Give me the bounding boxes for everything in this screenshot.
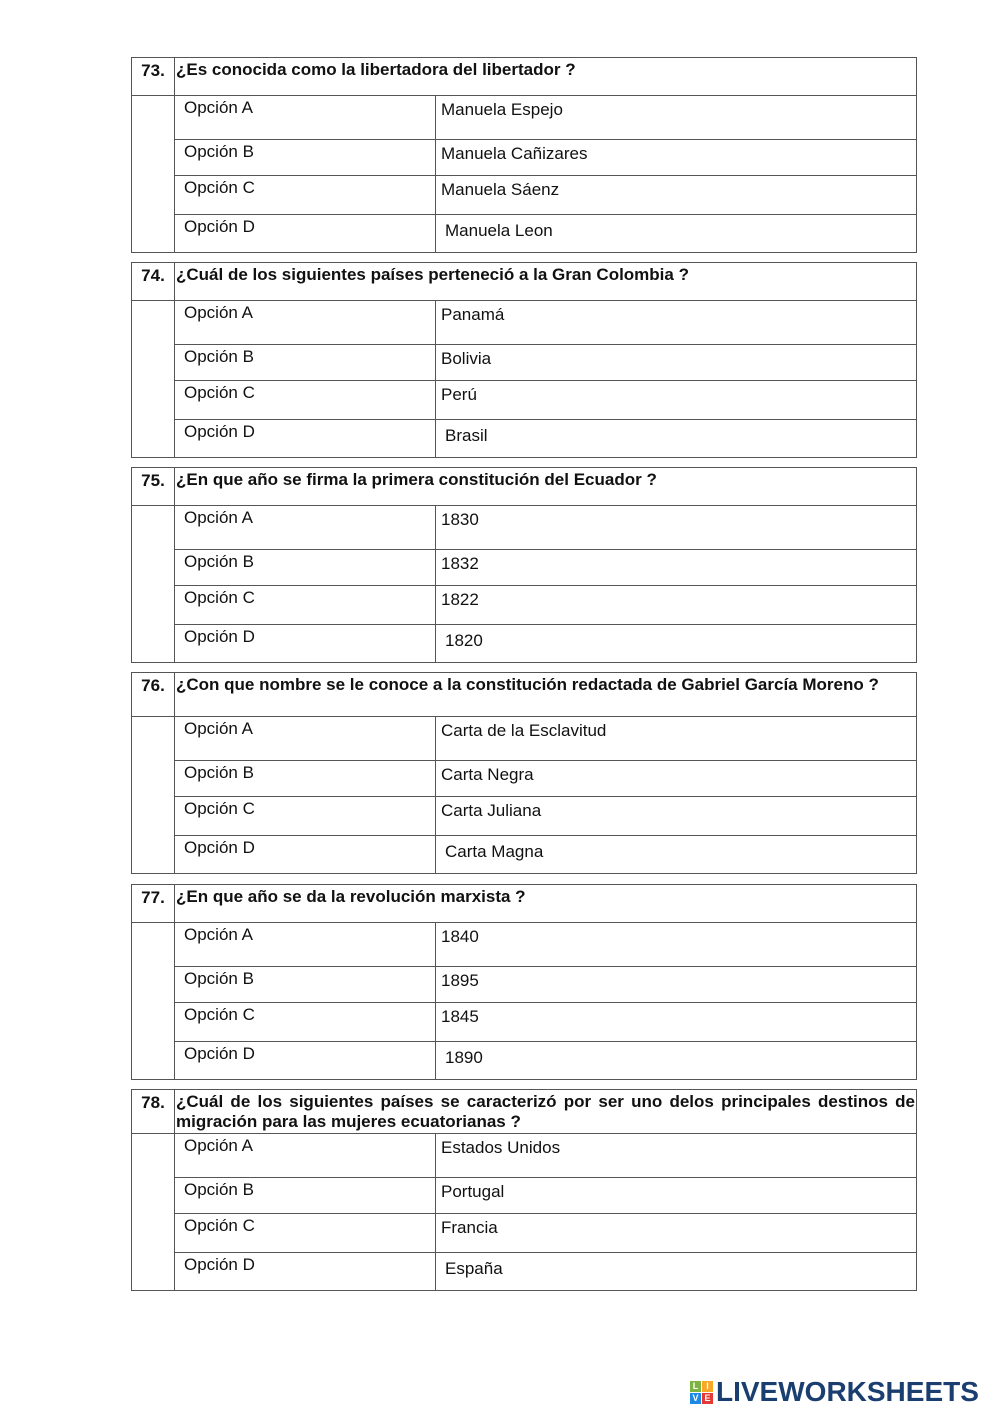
- option-label: Opción B: [175, 345, 436, 380]
- option-value: Carta de la Esclavitud: [441, 721, 607, 740]
- liveworksheets-logo: [690, 1376, 979, 1408]
- option-value: Francia: [441, 1218, 498, 1237]
- option-value: 1895: [441, 971, 479, 990]
- badge-letter: L: [690, 1381, 701, 1392]
- question-block: [131, 262, 917, 458]
- question-block: [131, 57, 917, 253]
- option-row[interactable]: [175, 301, 916, 345]
- option-row[interactable]: [175, 967, 916, 1003]
- option-label: Opción A: [175, 506, 436, 549]
- option-row[interactable]: [175, 923, 916, 967]
- option-label: Opción A: [175, 301, 436, 344]
- option-value: Manuela Cañizares: [441, 144, 588, 163]
- option-value: Portugal: [441, 1182, 505, 1201]
- option-label: Opción B: [175, 967, 436, 1002]
- question-number: 76.: [132, 673, 175, 716]
- option-value: 1845: [441, 1007, 479, 1026]
- option-value: Brasil: [445, 426, 488, 445]
- option-row[interactable]: [175, 550, 916, 586]
- option-label: Opción D: [175, 836, 436, 873]
- option-label: Opción B: [175, 1178, 436, 1213]
- option-row[interactable]: [175, 761, 916, 797]
- option-row[interactable]: [175, 836, 916, 873]
- option-value: Carta Magna: [445, 842, 544, 861]
- option-label: Opción A: [175, 717, 436, 760]
- question-header: [132, 58, 916, 96]
- question-text: ¿En que año se da la revolución marxista ?: [176, 887, 526, 906]
- option-label: Opción B: [175, 761, 436, 796]
- question-block: [131, 672, 917, 874]
- question-number: 75.: [132, 468, 175, 505]
- option-row[interactable]: [175, 1214, 916, 1253]
- option-row[interactable]: [175, 420, 916, 457]
- option-row[interactable]: [175, 96, 916, 140]
- option-value: Carta Juliana: [441, 801, 542, 820]
- option-value: 1840: [441, 927, 479, 946]
- option-value: 1890: [445, 1048, 483, 1067]
- badge-letter: I: [702, 1381, 713, 1392]
- option-label: Opción C: [175, 797, 436, 835]
- logo-text: LIVEWORKSHEETS: [716, 1376, 979, 1407]
- option-label: Opción A: [175, 923, 436, 966]
- option-value: 1822: [441, 590, 479, 609]
- option-label: Opción B: [175, 140, 436, 175]
- option-row[interactable]: [175, 1042, 916, 1079]
- question-text: ¿Con que nombre se le conoce a la constitución redactada de Gabriel García Moreno ?: [176, 675, 879, 694]
- option-value: 1832: [441, 554, 479, 573]
- option-row[interactable]: [175, 506, 916, 550]
- question-text: ¿Cuál de los siguientes países perteneció a la Gran Colombia ?: [176, 265, 689, 284]
- question-header: [132, 1090, 916, 1134]
- question-text: ¿Cuál de los siguientes países se caracterizó por ser uno delos principales destinos de migración para las mujeres ecuatorianas ?: [176, 1092, 915, 1131]
- option-row[interactable]: [175, 345, 916, 381]
- option-value: Bolivia: [441, 349, 492, 368]
- option-value: Carta Negra: [441, 765, 534, 784]
- question-header: [132, 673, 916, 717]
- option-row[interactable]: [175, 1134, 916, 1178]
- option-value: Manuela Sáenz: [441, 180, 560, 199]
- option-row[interactable]: [175, 1253, 916, 1290]
- option-label: Opción C: [175, 1003, 436, 1041]
- option-label: Opción A: [175, 1134, 436, 1177]
- option-row[interactable]: [175, 797, 916, 836]
- option-row[interactable]: [175, 381, 916, 420]
- option-value: Panamá: [441, 305, 505, 324]
- option-row[interactable]: [175, 1178, 916, 1214]
- option-label: Opción D: [175, 1253, 436, 1290]
- question-number: 77.: [132, 885, 175, 922]
- option-label: Opción B: [175, 550, 436, 585]
- option-value: Perú: [441, 385, 477, 404]
- option-label: Opción C: [175, 381, 436, 419]
- question-number: 78.: [132, 1090, 175, 1133]
- option-label: Opción D: [175, 215, 436, 252]
- option-value: España: [445, 1259, 503, 1278]
- question-header: [132, 468, 916, 506]
- option-value: Manuela Espejo: [441, 100, 563, 119]
- option-label: Opción D: [175, 1042, 436, 1079]
- option-row[interactable]: [175, 625, 916, 662]
- option-row[interactable]: [175, 215, 916, 252]
- option-row[interactable]: [175, 176, 916, 215]
- option-row[interactable]: [175, 140, 916, 176]
- question-block: [131, 467, 917, 663]
- option-row[interactable]: [175, 586, 916, 625]
- option-label: Opción C: [175, 586, 436, 624]
- option-label: Opción D: [175, 420, 436, 457]
- option-label: Opción C: [175, 176, 436, 214]
- question-block: [131, 1089, 917, 1291]
- option-row[interactable]: [175, 717, 916, 761]
- question-text: ¿En que año se firma la primera constitución del Ecuador ?: [176, 470, 657, 489]
- question-header: [132, 885, 916, 923]
- option-value: Manuela Leon: [445, 221, 553, 240]
- option-value: 1830: [441, 510, 479, 529]
- option-value: 1820: [445, 631, 483, 650]
- question-block: [131, 884, 917, 1080]
- option-label: Opción C: [175, 1214, 436, 1252]
- question-number: 74.: [132, 263, 175, 300]
- option-row[interactable]: [175, 1003, 916, 1042]
- option-label: Opción D: [175, 625, 436, 662]
- live-badge-icon: [690, 1381, 713, 1404]
- option-value: Estados Unidos: [441, 1138, 561, 1157]
- badge-letter: E: [702, 1393, 713, 1404]
- badge-letter: V: [690, 1393, 701, 1404]
- question-number: 73.: [132, 58, 175, 95]
- option-label: Opción A: [175, 96, 436, 139]
- question-header: [132, 263, 916, 301]
- question-text: ¿Es conocida como la libertadora del libertador ?: [176, 60, 576, 79]
